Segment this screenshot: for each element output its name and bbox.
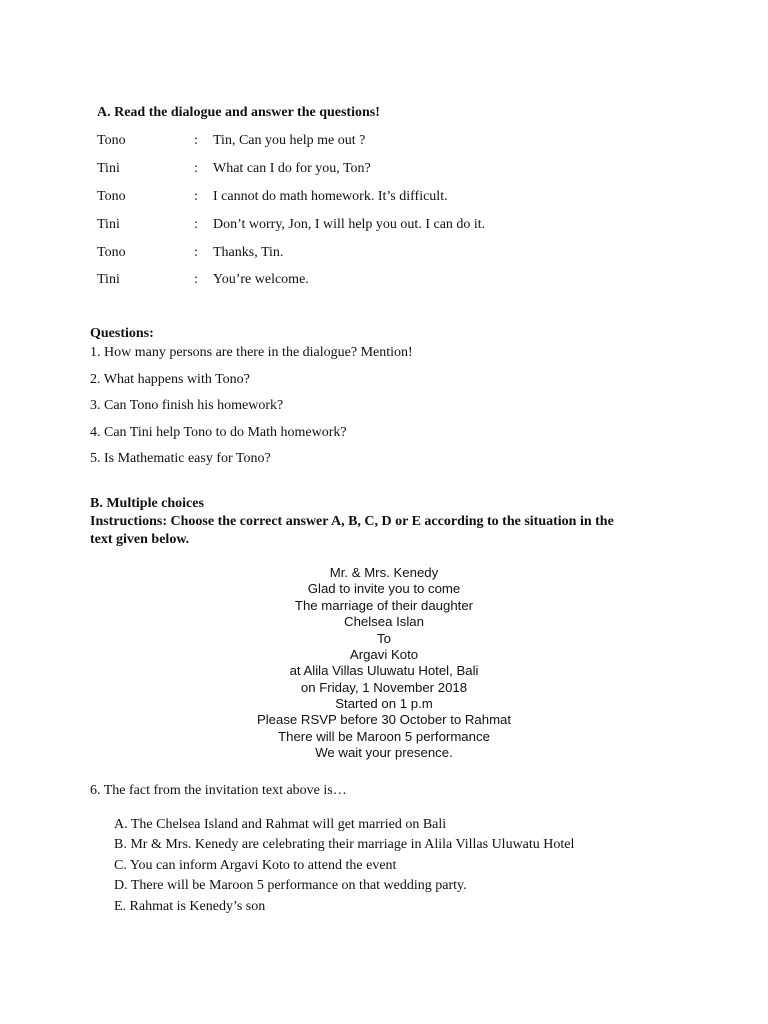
dialogue-separator: : <box>194 272 198 287</box>
dialogue-text: Thanks, Tin. <box>213 245 284 260</box>
question-item: 3. Can Tono finish his homework? <box>90 398 284 413</box>
question-item: 4. Can Tini help Tono to do Math homework? <box>90 425 347 440</box>
dialogue-line <box>97 161 697 179</box>
dialogue-separator: : <box>194 189 198 204</box>
instructions-line-2: text given below. <box>90 532 190 547</box>
dialogue-separator: : <box>194 161 198 176</box>
dialogue-line <box>97 272 697 290</box>
invitation-line: Mr. & Mrs. Kenedy <box>329 565 439 580</box>
dialogue-speaker: Tini <box>97 272 120 287</box>
invitation-line: The marriage of their daughter <box>294 598 474 613</box>
invitation-line: Glad to invite you to come <box>307 581 461 596</box>
invitation-line: Started on 1 p.m <box>335 696 433 711</box>
dialogue-separator: : <box>194 245 198 260</box>
invitation-line: There will be Maroon 5 performance <box>278 729 490 744</box>
answer-option-b: B. Mr & Mrs. Kenedy are celebrating their marriage in Alila Villas Uluwatu Hotel <box>114 837 575 852</box>
section-b-heading: B. Multiple choices <box>90 496 204 511</box>
dialogue-text: What can I do for you, Ton? <box>213 161 371 176</box>
question-item: 1. How many persons are there in the dialogue? Mention! <box>90 345 413 360</box>
answer-option-d: D. There will be Maroon 5 performance on that wedding party. <box>114 878 467 893</box>
dialogue-line <box>97 133 697 151</box>
invitation-line: Argavi Koto <box>349 647 419 662</box>
dialogue-speaker: Tono <box>97 133 126 148</box>
dialogue-text: Tin, Can you help me out ? <box>213 133 366 148</box>
dialogue-text: You’re welcome. <box>213 272 309 287</box>
dialogue-speaker: Tini <box>97 161 120 176</box>
answer-option-c: C. You can inform Argavi Koto to attend the event <box>114 858 397 873</box>
instructions-line-1: Instructions: Choose the correct answer A, B, C, D or E according to the situation in the <box>90 514 614 529</box>
invitation-line: on Friday, 1 November 2018 <box>300 680 468 695</box>
section-a-heading: A. Read the dialogue and answer the questions! <box>97 105 380 120</box>
dialogue-text: Don’t worry, Jon, I will help you out. I can do it. <box>213 217 486 232</box>
dialogue-line <box>97 189 697 207</box>
question-item: 2. What happens with Tono? <box>90 372 250 387</box>
questions-title: Questions: <box>90 326 154 341</box>
dialogue-speaker: Tono <box>97 245 126 260</box>
dialogue-speaker: Tono <box>97 189 126 204</box>
question-6: 6. The fact from the invitation text above is… <box>90 783 347 798</box>
invitation-line: at Alila Villas Uluwatu Hotel, Bali <box>289 663 479 678</box>
dialogue-separator: : <box>194 217 198 232</box>
dialogue-line <box>97 245 697 263</box>
dialogue-speaker: Tini <box>97 217 120 232</box>
answer-option-e: E. Rahmat is Kenedy’s son <box>114 899 266 914</box>
question-item: 5. Is Mathematic easy for Tono? <box>90 451 271 466</box>
invitation-line: We wait your presence. <box>315 745 453 760</box>
dialogue-line <box>97 217 697 235</box>
dialogue-separator: : <box>194 133 198 148</box>
answer-option-a: A. The Chelsea Island and Rahmat will get married on Bali <box>114 817 447 832</box>
invitation-line: Please RSVP before 30 October to Rahmat <box>256 712 512 727</box>
invitation-line: To <box>377 631 391 646</box>
dialogue-text: I cannot do math homework. It’s difficult. <box>213 189 448 204</box>
invitation-line: Chelsea Islan <box>344 614 424 629</box>
